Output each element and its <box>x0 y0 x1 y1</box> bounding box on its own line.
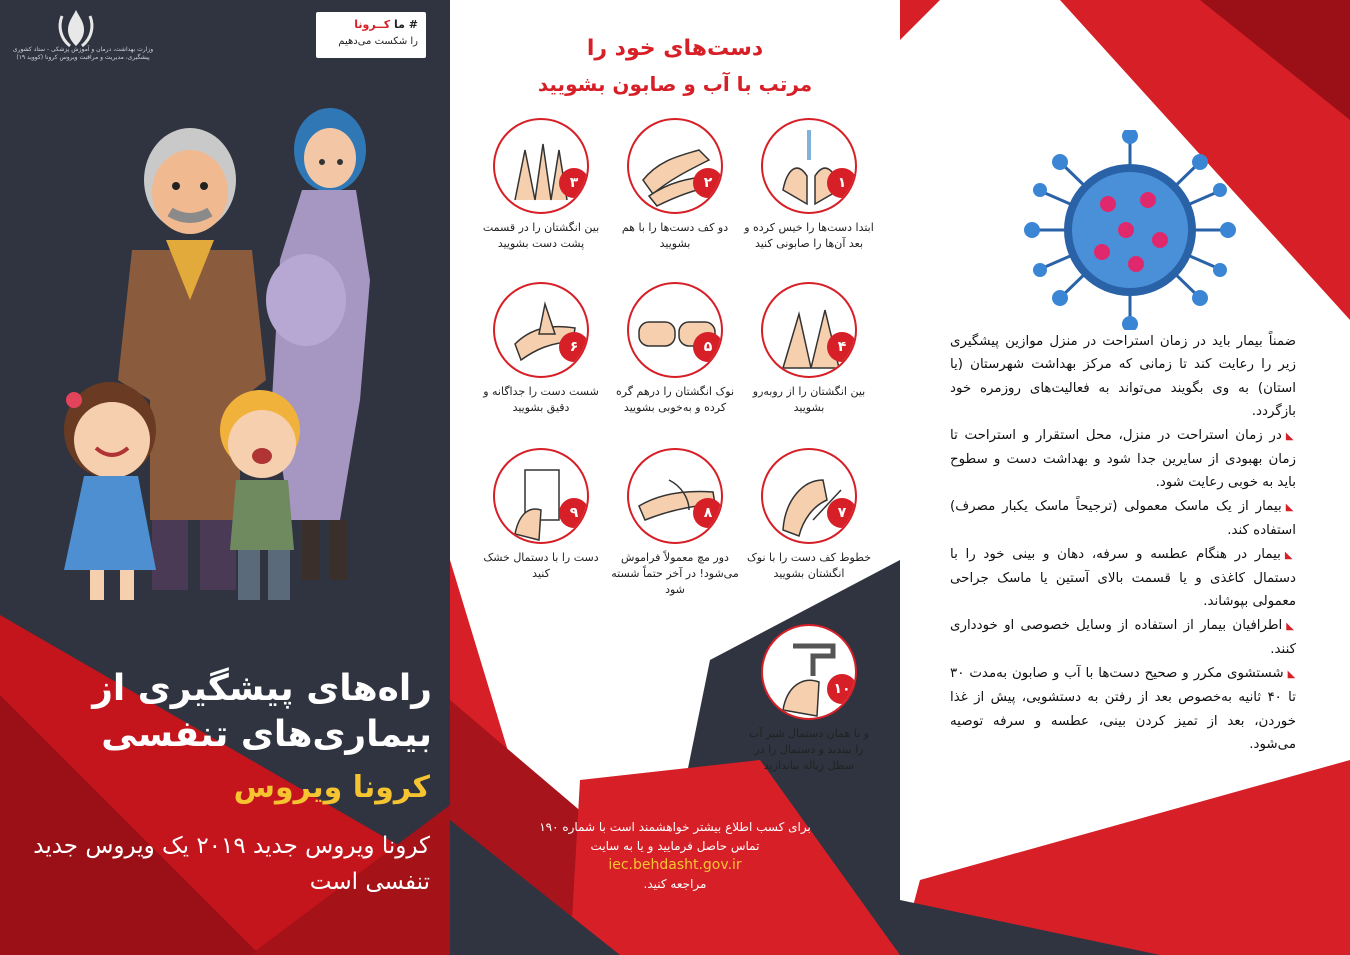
faucet-close-icon <box>763 626 857 720</box>
handwash-step-8 <box>610 448 740 598</box>
step-caption: نوک انگشتان را درهم گره کرده و به‌خوبی بشویید <box>615 385 735 414</box>
step-number: ۴ <box>827 332 857 362</box>
step-number: ۹ <box>559 498 589 528</box>
handwash-step-10 <box>744 624 874 774</box>
girl-figure <box>64 382 156 600</box>
step-illustration <box>627 118 723 214</box>
handwash-step-1 <box>744 118 874 252</box>
bullet-icon: ◣ <box>1285 501 1296 513</box>
hashtag-suffix: را شکست می‌دهیم <box>338 36 418 47</box>
interlaced-fingers-icon <box>763 284 857 378</box>
step-illustration <box>761 282 857 378</box>
step-number: ۵ <box>693 332 723 362</box>
step-caption: بین انگشتان را در قسمت پشت دست بشویید <box>482 221 600 250</box>
advice-item: ◣در زمان استراحت در منزل، محل استقرار و استراحت تا زمان بهبودی از سایرین جدا شود و بهداشت دست و سطوح باید به خوبی رعایت شود. <box>950 427 1296 491</box>
step-caption: ابتدا دست‌ها را خیس کرده و بعد آن‌ها را صابونی کنید <box>744 221 874 250</box>
info-line1: برای کسب اطلاع بیشتر خواهشمند است با شماره ۱۹۰ <box>539 820 811 834</box>
hashtag-prefix: # ما <box>394 18 418 31</box>
coronavirus-illustration <box>1010 130 1250 330</box>
handwash-step-4 <box>744 282 874 416</box>
step-caption: دور مچ معمولاً فراموش می‌شود! در آخر حتماً شسته شود <box>611 551 739 596</box>
handwash-panel <box>450 0 900 955</box>
step-caption: خطوط کف دست را با نوک انگشتان بشویید <box>746 551 872 580</box>
hands-wet-icon <box>763 120 857 214</box>
wrist-wash-icon <box>629 450 723 544</box>
step-number: ۷ <box>827 498 857 528</box>
hashtag-word: کــرونا <box>354 18 391 31</box>
step-number: ۲ <box>693 168 723 198</box>
handwash-step-2 <box>610 118 740 252</box>
cover-title-line3: کرونا ویروس <box>233 770 430 805</box>
step-illustration <box>761 118 857 214</box>
thumb-wash-icon <box>495 284 589 378</box>
iran-emblem-icon <box>54 8 98 50</box>
step-caption: دو کف دست‌ها را با هم بشویید <box>621 221 729 250</box>
hashtag-badge <box>316 12 426 58</box>
advice-item: ◣بیمار از یک ماسک معمولی (ترجیحاً ماسک یکبار مصرف) استفاده کند. <box>950 498 1296 539</box>
advice-panel <box>900 0 1350 955</box>
handwash-step-6 <box>476 282 606 416</box>
step-caption: شست دست را جداگانه و دقیق بشویید <box>483 385 599 414</box>
step-number: ۱۰ <box>827 674 857 704</box>
step-caption: و با همان دستمال شیر آب را ببندید و دستمال را در سطل زباله بیاندازید <box>749 727 869 772</box>
cover-title-line1: راه‌های پیشگیری از <box>92 668 432 709</box>
step-number: ۸ <box>693 498 723 528</box>
back-of-hands-icon <box>495 120 589 214</box>
palms-rubbing-icon <box>629 120 723 214</box>
bullet-icon: ◣ <box>1287 668 1296 680</box>
contact-info <box>480 818 870 894</box>
family-illustration <box>40 100 440 620</box>
advice-item: ◣شستشوی مکرر و صحیح دست‌ها با آب و صابون به‌مدت ۳۰ تا ۴۰ ثانیه به‌خصوص بعد از رفتن به دستشویی، پیش از غذا خوردن، بعد از تمیز کردن بینی، عطسه و سرفه توصیه می‌شود. <box>950 665 1296 752</box>
website-link[interactable]: iec.behdasht.gov.ir <box>608 857 742 873</box>
handwash-title-line2: مرتب با آب و صابون بشویید <box>537 72 813 96</box>
fingertips-icon <box>629 284 723 378</box>
step-illustration <box>493 118 589 214</box>
advice-item: ◣اطرافیان بیمار از استفاده از وسایل خصوصی او خودداری کنند. <box>950 617 1296 658</box>
advice-text <box>950 330 1296 756</box>
cover-title-line2: بیماری‌های تنفسی <box>101 714 432 755</box>
step-illustration <box>627 448 723 544</box>
handwash-step-5 <box>610 282 740 416</box>
step-illustration <box>627 282 723 378</box>
advice-intro: ضمناً بیمار باید در زمان استراحت در منزل موازین پیشگیری زیر را رعایت کند تا زمانی که مرکز بهداشت شهرستان (یا استان) به وی بگویند می‌تواند به فعالیت‌های روزمره خود بازگردد. <box>950 334 1296 420</box>
handwash-step-7 <box>744 448 874 582</box>
handwash-title-line1: دست‌های خود را <box>586 36 764 61</box>
handwash-step-9 <box>476 448 606 582</box>
step-illustration <box>761 448 857 544</box>
step-illustration <box>493 282 589 378</box>
bullet-icon: ◣ <box>1285 430 1296 442</box>
cover-subtitle: کرونا ویروس جدید ۲۰۱۹ یک ویروس جدید تنفسی است <box>33 833 430 895</box>
towel-dry-icon <box>495 450 589 544</box>
advice-item: ◣بیمار در هنگام عطسه و سرفه، دهان و بینی خود را با دستمال کاغذی و یا قسمت بالای آستین یا ماسک جراحی معمولی بپوشاند. <box>950 546 1296 610</box>
info-line2: تماس حاصل فرمایید و یا به سایت <box>590 839 760 853</box>
cover-panel <box>0 0 450 955</box>
info-line3: مراجعه کنید. <box>643 877 707 891</box>
bullet-icon: ◣ <box>1284 549 1296 561</box>
step-illustration <box>493 448 589 544</box>
step-number: ۶ <box>559 332 589 362</box>
ministry-text: وزارت بهداشت، درمان و آموزش پزشکی - ستاد کشوری پیشگیری، مدیریت و مراقبت ویروس کرونا (کووید ۱۹) <box>12 46 154 61</box>
step-illustration <box>761 624 857 720</box>
step-caption: دست را با دستمال خشک کنید <box>483 551 599 580</box>
step-number: ۱ <box>827 168 857 198</box>
step-number: ۳ <box>559 168 589 198</box>
handwash-step-3 <box>476 118 606 252</box>
palm-lines-icon <box>763 450 857 544</box>
bullet-icon: ◣ <box>1286 620 1296 632</box>
step-caption: بین انگشتان را از روبه‌رو بشویید <box>752 385 866 414</box>
